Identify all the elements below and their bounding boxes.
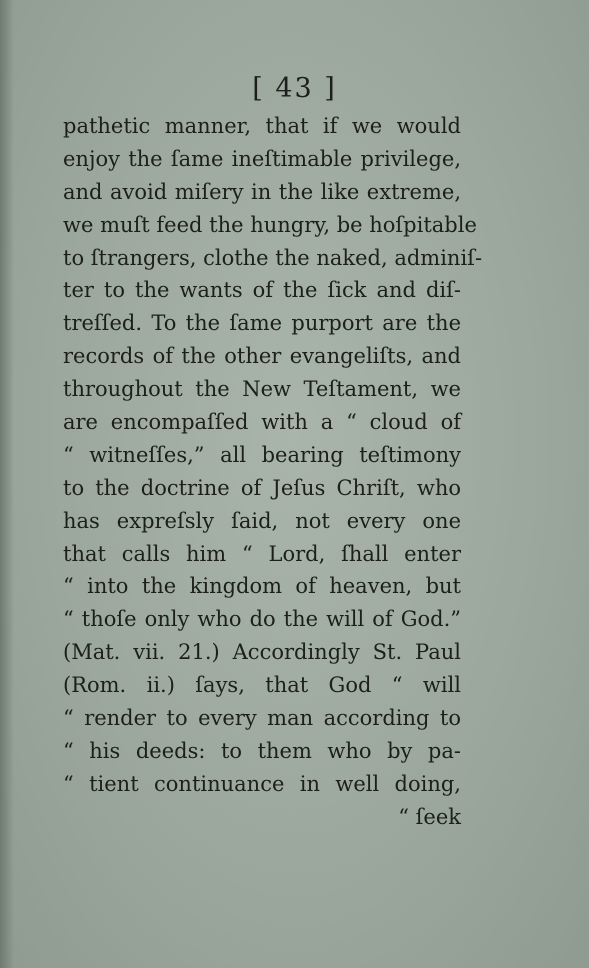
text-line: pathetic manner, that if we would — [63, 114, 461, 138]
body-text — [63, 110, 483, 834]
text-line: (Rom. ii.) ſays, that God “ will — [63, 673, 461, 698]
text-line: “ witneſſes,” all bearing teſtimony — [63, 442, 461, 467]
page-edge-shadow — [0, 0, 14, 968]
text-line: “ into the kingdom of heaven, but — [63, 574, 461, 599]
text-line: “ thoſe only who do the will of God.” — [63, 607, 461, 632]
text-line: to ſtrangers, clothe the naked, adminiſ- — [63, 245, 483, 270]
text-line: records of the other evangeliſts, and — [63, 344, 461, 369]
page-number-header: [ 43 ] — [252, 73, 337, 104]
text-line: ter to the wants of the ſick and diſ- — [63, 278, 461, 303]
text-line: has expreſsly ſaid, not every one — [63, 508, 461, 533]
text-line: (Mat. vii. 21.) Accordingly St. Paul — [63, 640, 461, 665]
text-line: and avoid miſery in the like extreme, — [63, 179, 461, 204]
text-line: “ render to every man according to — [63, 706, 461, 731]
text-line: are encompaſſed with a “ cloud of — [63, 410, 461, 435]
text-line: “ tient continuance in well doing, — [63, 771, 461, 796]
text-line: we muſt feed the hungry, be hoſpitable — [63, 212, 477, 237]
catchword: “ ſeek — [398, 804, 461, 829]
text-line: treſſed. To the ſame purport are the — [63, 311, 461, 336]
text-line: to the doctrine of Jeſus Chriſt, who — [63, 475, 461, 500]
text-line: that calls him “ Lord, ſhall enter — [63, 541, 461, 566]
text-line: “ his deeds: to them who by pa- — [63, 738, 461, 763]
text-line: throughout the New Teſtament, we — [63, 377, 461, 402]
text-line: enjoy the ſame ineſtimable privilege, — [63, 146, 461, 171]
